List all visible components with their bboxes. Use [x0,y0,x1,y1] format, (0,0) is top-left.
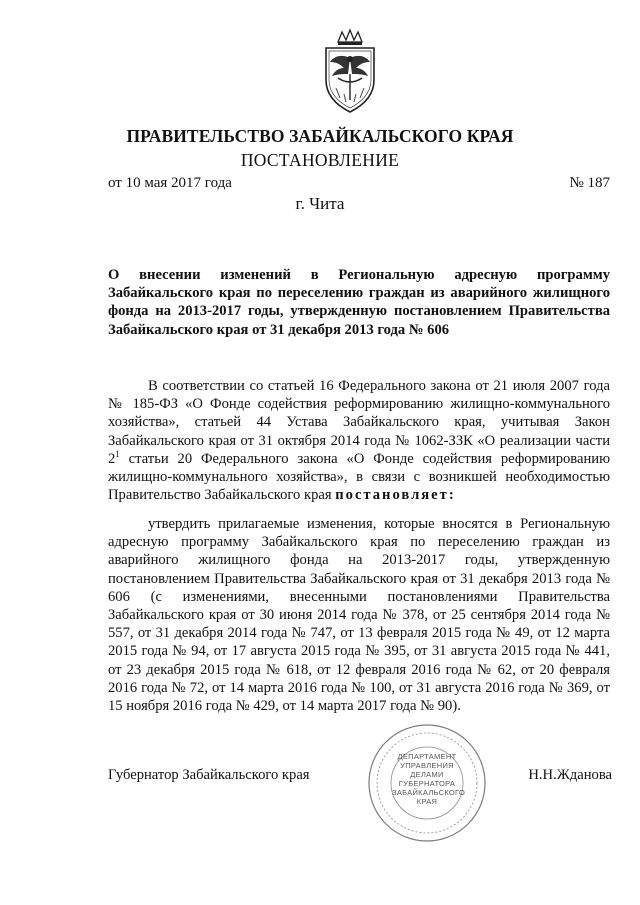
coat-of-arms-icon [318,28,382,114]
document-type: ПОСТАНОВЛЕНИЕ [240,150,400,170]
superscript: 1 [115,448,120,459]
document-subject: О внесении изменений в Региональную адресную программу Забайкальского края по переселению граждан из аварийного жилищного фонда на 2013-2017 годы, утвержденную постановлением Правительства Забайкальского края от 31 декабря 2013 года № 606 [108,267,610,338]
document-city: г. Чита [295,194,345,213]
document-date: от 10 мая 2017 года [108,175,232,191]
resolution-paragraph: утвердить прилагаемые изменения, которые вносятся в Региональную адресную программу Забайкальского края по переселению граждан из аварийного жилищного фонда на 2013-2017 годы, утвержденную постановлением Правительства Забайкальского края от 31 декабря 2013 года № 606 (с изменениями, внесенными постановлениями Правительства Забайкальского края от 30 июня 2014 года № 378, от 25 сентября 2014 года № 557, от 31 декабря 2014 года № 747, от 13 февраля 2015 года № 49, от 12 марта 2015 года № 94, от 17 августа 2015 года № 395, от 31 августа 2015 года № 441, от 23 декабря 2015 года № 618, от 12 февраля 2016 года № 62, от 20 февраля 2016 года № 72, от 14 марта 2016 года № 100, от 31 августа 2016 года № 369, от 15 ноября 2016 года № 429, от 14 марта 2017 года № 90). [108,516,610,715]
resolves-word: постановляет: [335,487,456,504]
preamble-paragraph [108,377,610,504]
stamp-text: ДЕПАРТАМЕНТ УПРАВЛЕНИЯ ДЕЛАМИ ГУБЕРНАТОРА ЗАБАЙКАЛЬСКОГО КРАЯ [392,752,466,806]
signatory-role: Губернатор Забайкальского края [108,767,310,783]
document-number: № 187 [569,175,610,191]
signatory-name: Н.Н.Жданова [528,767,612,783]
preamble-text-a: В соответствии со статьей 16 Федерального закона от 21 июля 2007 года № 185-ФЗ «О Фонде содействия реформированию жилищно-коммунального хозяйства», статьей 44 Устава Забайкальского края, учитывая Закон Забайкальского края от 31 октября 2014 года № 1062-ЗЗК «О реализации части 2 [108,378,610,467]
government-title: ПРАВИТЕЛЬСТВО ЗАБАЙКАЛЬСКОГО КРАЯ [126,126,514,146]
preamble-text-b: статьи 20 Федерального закона «О Фонде содействия реформированию жилищно-коммунального хозяйства», в связи с возникшей необходимостью Правительство Забайкальского края [108,450,610,504]
